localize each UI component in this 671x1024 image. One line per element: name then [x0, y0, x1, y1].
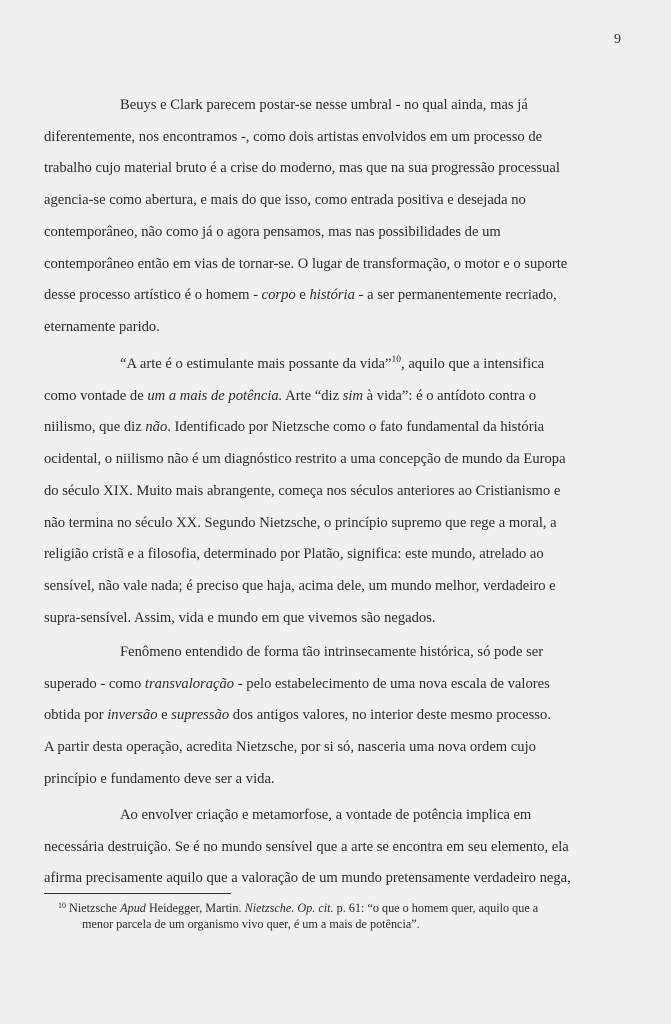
emphasis-text: corpo: [261, 287, 296, 304]
text-line: [44, 122, 584, 154]
text-run: p. 61: “o que o homem quer, aquilo que a: [333, 901, 539, 915]
text-line: [44, 508, 584, 540]
paragraph: [44, 800, 584, 895]
text-run: eternamente parido.: [44, 318, 160, 335]
emphasis-text: Nietzsche. Op. cit.: [244, 901, 334, 915]
text-run: - pelo estabelecimento de uma nova escala de valores: [234, 675, 550, 692]
text-run: Heidegger, Martin.: [145, 901, 245, 915]
text-line: [44, 444, 584, 476]
text-line: [44, 90, 584, 122]
emphasis-text: história: [309, 287, 355, 304]
text-run: supra-sensível. Assim, vida e mundo em que vivemos são negados.: [44, 609, 436, 626]
text-line: [44, 863, 584, 895]
footnote-reference: 10: [391, 355, 402, 365]
text-run: Nietzsche: [66, 901, 121, 915]
text-run: agencia-se como abertura, e mais do que isso, como entrada positiva e desejada no: [44, 192, 526, 209]
text-line: [44, 412, 584, 444]
text-line: [44, 571, 584, 603]
text-line: [44, 603, 584, 635]
text-run: Arte “diz: [282, 387, 343, 404]
text-line: [44, 832, 584, 864]
text-run: não termina no século XX. Segundo Nietzsche, o princípio supremo que rege a moral, a: [44, 514, 557, 531]
text-line: [44, 700, 584, 732]
text-run: e: [157, 707, 172, 724]
text-line: [44, 381, 584, 413]
text-run: à vida”: é o antídoto contra o: [363, 387, 537, 404]
text-run: Fenômeno entendido de forma tão intrinsecamente histórica, só pode ser: [120, 644, 544, 660]
footnote-divider: [44, 893, 231, 894]
text-line: [44, 349, 584, 381]
text-run: diferentemente, nos encontramos -, como dois artistas envolvidos em um processo de: [44, 128, 543, 145]
text-run: - a ser permanentemente recriado,: [354, 287, 557, 304]
text-run: superado - como: [44, 675, 145, 692]
text-line: [44, 249, 584, 281]
text-run: afirma precisamente aquilo que a valoração de um mundo pretensamente verdadeiro nega,: [44, 870, 571, 887]
page-number: 9: [614, 32, 621, 47]
text-line: [44, 280, 584, 312]
text-run: menor parcela de um organismo vivo quer, é um a mais de potência”.: [82, 917, 420, 931]
footnote: [58, 900, 578, 932]
text-line: [44, 312, 584, 344]
text-run: contemporâneo, não como já o agora pensamos, mas nas possibilidades de um: [44, 223, 501, 240]
text-run: A partir desta operação, acredita Nietzsche, por si só, nasceria uma nova ordem cujo: [44, 739, 536, 756]
emphasis-text: um a mais de potência.: [147, 387, 283, 404]
emphasis-text: não: [145, 419, 168, 436]
paragraph: [44, 349, 584, 634]
text-run: desse processo artístico é o homem -: [44, 287, 262, 304]
text-run: contemporâneo então em vias de tornar-se. O lugar de transformação, o motor e o suporte: [44, 255, 568, 272]
text-line: [44, 539, 584, 571]
emphasis-text: supressão: [171, 707, 230, 724]
text-run: trabalho cujo material bruto é a crise do moderno, mas que na sua progressão processual: [44, 160, 560, 177]
text-line: [44, 637, 584, 669]
text-run: niilismo, que diz: [44, 419, 146, 436]
text-line: [58, 916, 578, 932]
text-run: , aquilo que a intensifica: [401, 356, 545, 372]
text-run: religião cristã e a filosofia, determinado por Platão, significa: este mundo, atrelado ao: [44, 546, 544, 563]
text-line: [44, 764, 584, 796]
paragraph: [44, 90, 584, 344]
text-run: obtida por: [44, 707, 108, 724]
text-run: do século XIX. Muito mais abrangente, começa nos séculos anteriores ao Cristianismo e: [44, 482, 561, 499]
text-line: [44, 669, 584, 701]
text-run: dos antigos valores, no interior deste mesmo processo.: [229, 707, 551, 724]
text-run: ocidental, o niilismo não é um diagnóstico restrito a uma concepção de mundo da Europa: [44, 451, 566, 468]
text-run: princípio e fundamento deve ser a vida.: [44, 770, 275, 787]
text-line: [44, 800, 584, 832]
text-run: necessária destruição. Se é no mundo sensível que a arte se encontra em seu elemento, ela: [44, 838, 569, 855]
emphasis-text: sim: [342, 387, 363, 404]
text-line: [44, 732, 584, 764]
text-run: Ao envolver criação e metamorfose, a vontade de potência implica em: [120, 807, 532, 823]
text-run: . Identificado por Nietzsche como o fato fundamental da história: [167, 419, 545, 436]
text-line: [44, 185, 584, 217]
text-run: Beuys e Clark parecem postar-se nesse umbral - no qual ainda, mas já: [120, 97, 528, 113]
emphasis-text: transvaloração: [144, 675, 235, 692]
emphasis-text: inversão: [107, 707, 158, 724]
text-run: e: [295, 287, 310, 304]
footnote-reference: 10: [58, 901, 66, 910]
text-line: [58, 900, 578, 916]
emphasis-text: Apud: [120, 901, 146, 915]
text-run: como vontade de: [44, 387, 148, 404]
text-run: “A arte é o estimulante mais possante da vida”: [120, 356, 392, 372]
paragraph: [44, 637, 584, 796]
text-line: [44, 153, 584, 185]
text-line: [44, 476, 584, 508]
text-line: [44, 217, 584, 249]
text-run: sensível, não vale nada; é preciso que haja, acima dele, um mundo melhor, verdadeiro e: [44, 577, 556, 594]
